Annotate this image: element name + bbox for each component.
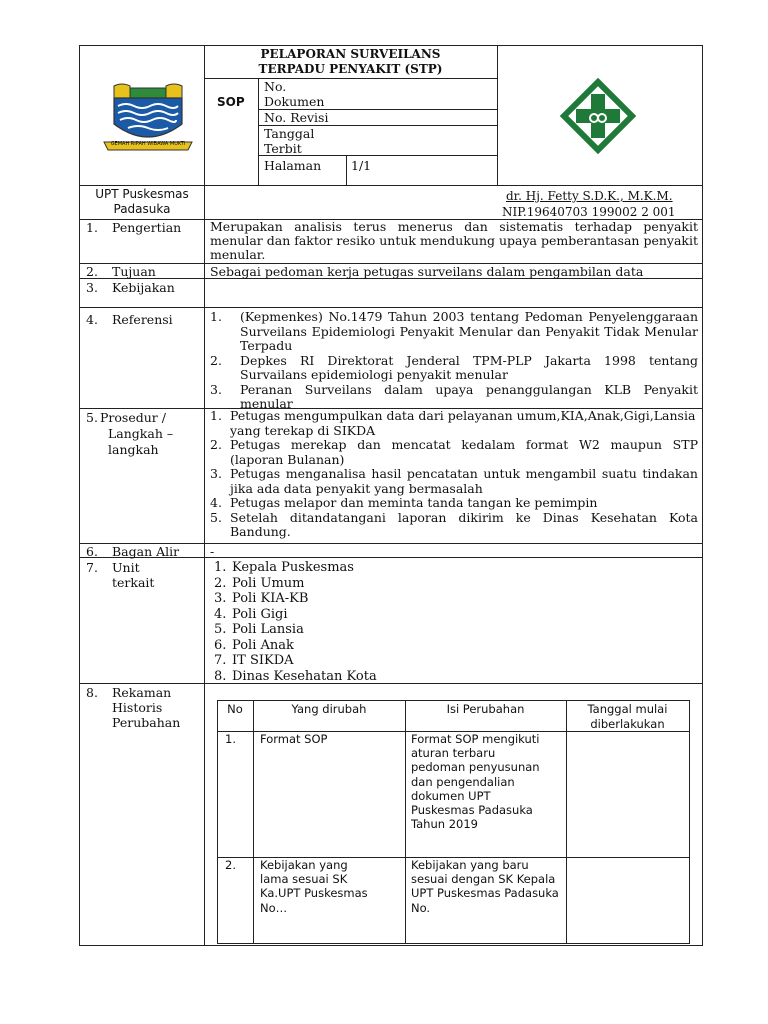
- table-header-tanggal: Tanggal mulai diberlakukan: [587, 702, 668, 731]
- list-item: 3. Peranan Surveilans dalam upaya penanggulangan KLB Penyakit menular: [210, 381, 698, 411]
- list-item: 7. IT SIKDA: [214, 653, 294, 668]
- section-kebijakan-num: 3.: [86, 280, 98, 295]
- bandung-crest-logo: [100, 80, 196, 156]
- section-bagan-num: 6.: [86, 544, 98, 559]
- table-row-2-changed: Kebijakan yang lama sesuai SK Ka.UPT Puskesmas No…: [260, 858, 368, 915]
- referensi-list: [210, 310, 698, 412]
- table-row-1-changed: Format SOP: [260, 732, 328, 746]
- section-rekaman-num: 8.: [86, 685, 98, 700]
- table-row-1-no: 1.: [225, 732, 236, 746]
- list-item: 2. Depkes RI Direktorat Jenderal TPM-PLP Jakarta 1998 tentang Survailans epidemiologi penyakit menular: [210, 352, 698, 382]
- section-kebijakan-label: Kebijakan: [112, 280, 175, 295]
- list-item: 4. Petugas melapor dan meminta tanda tangan ke pemimpin: [210, 495, 598, 510]
- list-item: 2. Poli Umum: [214, 575, 305, 591]
- table-header-isi-perubahan: Isi Perubahan: [446, 702, 525, 716]
- sop-label: SOP: [217, 95, 245, 109]
- document-title-line2: TERPADU PENYAKIT (STP): [258, 62, 443, 76]
- section-prosedur-label-1: Prosedur /: [100, 410, 166, 425]
- section-rekaman-label-2: Historis: [112, 700, 163, 715]
- section-rekaman-label-1: Rekaman: [112, 685, 172, 700]
- list-item: 4. Poli Gigi: [214, 606, 288, 622]
- document-title-line1: PELAPORAN SURVEILANS: [260, 47, 441, 61]
- prosedur-list: [210, 409, 698, 540]
- section-pengertian-text: Merupakan analisis terus menerus dan sistematis terhadap penyakit menular dan faktor resiko untuk mendukung upaya pemberantasan penyakit menular.: [210, 219, 699, 262]
- section-tujuan-num: 2.: [86, 264, 98, 279]
- section-pengertian-label: Pengertian: [112, 220, 182, 235]
- section-unit-label-1: Unit: [112, 560, 140, 575]
- signer-name: dr. Hj. Fetty S.D.K., M.K.M.: [506, 189, 673, 203]
- list-item: 2. Petugas merekap dan mencatat kedalam format W2 maupun STP (laporan Bulanan): [210, 437, 698, 467]
- section-unit-label-2: terkait: [112, 575, 155, 590]
- section-prosedur-num: 5.: [86, 410, 98, 425]
- list-item: 1. (Kepmenkes) No.1479 Tahun 2003 tentang Pedoman Penyelenggaraan Surveilans Epidemiologi Penyakit Menular dan Penyakit Tidak Menular Terpadu: [210, 309, 698, 353]
- field-halaman-label: Halaman: [264, 158, 322, 173]
- section-prosedur-label-3: langkah: [108, 442, 159, 457]
- section-bagan-label: Bagan Alir: [112, 544, 180, 559]
- signer-nip: NIP.19640703 199002 2 001: [502, 205, 676, 219]
- puskesmas-logo: [560, 78, 636, 154]
- section-rekaman-label-3: Perubahan: [112, 715, 181, 730]
- table-header-no: No: [227, 702, 243, 716]
- table-row-2-content: Kebijakan yang baru sesuai dengan SK Kepala UPT Puskesmas Padasuka No.: [411, 858, 559, 915]
- list-item: 5. Poli Lansia: [214, 622, 304, 637]
- section-unit-num: 7.: [86, 560, 98, 575]
- section-pengertian-num: 1.: [86, 220, 98, 235]
- unit-list: [214, 560, 694, 684]
- section-tujuan-label: Tujuan: [112, 264, 156, 279]
- section-referensi-label: Referensi: [112, 312, 173, 327]
- list-item: 3. Poli KIA-KB: [214, 591, 309, 606]
- list-item: 6. Poli Anak: [214, 637, 294, 653]
- section-prosedur-label-2: Langkah –: [108, 426, 174, 441]
- table-row-1-content: Format SOP mengikuti aturan terbaru pedoman penyusunan dan pengendalian dokumen UPT Puskesmas Padasuka Tahun 2019: [411, 732, 540, 832]
- field-no-dokumen-label: No. Dokumen: [264, 79, 325, 109]
- field-no-revisi-label: No. Revisi: [264, 110, 329, 125]
- list-item: 1. Petugas mengumpulkan data dari pelayanan umum,KIA,Anak,Gigi,Lansia yang terekap di SIKDA: [210, 408, 696, 438]
- section-bagan-text: -: [210, 544, 215, 559]
- list-item: 8. Dinas Kesehatan Kota: [214, 668, 377, 684]
- crest-banner-text: GEMAH RIPAH WIBAWA MUKTI: [110, 141, 186, 147]
- field-halaman-value: 1/1: [351, 158, 372, 173]
- list-item: 1. Kepala Puskesmas: [214, 560, 354, 575]
- list-item: 5. Setelah ditandatangani laporan dikirim ke Dinas Kesehatan Kota Bandung.: [210, 509, 698, 539]
- table-header-yang-dirubah: Yang dirubah: [291, 702, 367, 716]
- org-name: UPT Puskesmas Padasuka: [95, 187, 189, 216]
- section-tujuan-text: Sebagai pedoman kerja petugas surveilans dalam pengambilan data: [210, 264, 644, 279]
- section-referensi-num: 4.: [86, 312, 98, 327]
- table-row-2-no: 2.: [225, 858, 236, 872]
- field-tanggal-terbit-label: Tanggal Terbit: [264, 126, 315, 156]
- list-item: 3. Petugas menganalisa hasil pencatatan untuk mengambil suatu tindakan jika ada data penyakit yang bermasalah: [210, 466, 698, 496]
